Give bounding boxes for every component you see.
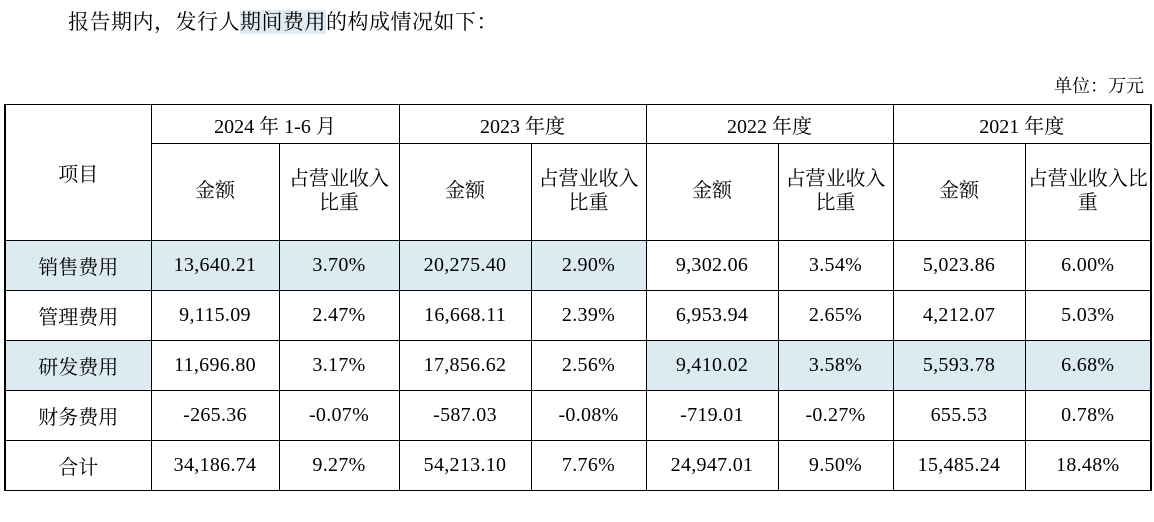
cell-admin-2022-ratio: 2.65% — [778, 291, 893, 341]
cell-sales-2023-ratio: 2.90% — [531, 241, 646, 291]
cell-rnd-2022-ratio: 3.58% — [778, 341, 893, 391]
cell-rnd-2023-amount: 17,856.62 — [399, 341, 531, 391]
intro-suffix: 的构成情况如下： — [326, 10, 498, 34]
cell-total-2024-ratio: 9.27% — [279, 441, 399, 491]
cell-admin-2023-ratio: 2.39% — [531, 291, 646, 341]
cell-admin-2024-amount: 9,115.09 — [151, 291, 279, 341]
cell-sales-2022-amount: 9,302.06 — [646, 241, 778, 291]
cell-finance-2024-ratio: -0.07% — [279, 391, 399, 441]
header-amount-2023: 金额 — [399, 144, 531, 241]
table-row — [5, 291, 1151, 341]
header-amount-2024: 金额 — [151, 144, 279, 241]
cell-admin-2022-amount: 6,953.94 — [646, 291, 778, 341]
intro-prefix: 报告期内，发行人 — [68, 10, 240, 34]
row-label-admin: 管理费用 — [5, 291, 151, 341]
cell-total-2024-amount: 34,186.74 — [151, 441, 279, 491]
table-row — [5, 241, 1151, 291]
cell-sales-2023-amount: 20,275.40 — [399, 241, 531, 291]
header-ratio-2023: 占营业收入比重 — [531, 144, 646, 241]
cell-total-2021-ratio: 18.48% — [1025, 441, 1151, 491]
cell-sales-2024-amount: 13,640.21 — [151, 241, 279, 291]
row-label-finance: 财务费用 — [5, 391, 151, 441]
header-item: 项目 — [5, 105, 151, 241]
table-row — [5, 341, 1151, 391]
intro-paragraph — [68, 6, 498, 36]
table-row — [5, 391, 1151, 441]
cell-finance-2024-amount: -265.36 — [151, 391, 279, 441]
cell-rnd-2023-ratio: 2.56% — [531, 341, 646, 391]
cell-rnd-2024-ratio: 3.17% — [279, 341, 399, 391]
cell-rnd-2022-amount: 9,410.02 — [646, 341, 778, 391]
cell-finance-2021-amount: 655.53 — [893, 391, 1025, 441]
cell-admin-2024-ratio: 2.47% — [279, 291, 399, 341]
unit-note: 单位：万元 — [1054, 76, 1144, 96]
cell-admin-2023-amount: 16,668.11 — [399, 291, 531, 341]
header-amount-2022: 金额 — [646, 144, 778, 241]
row-label-rnd: 研发费用 — [5, 341, 151, 391]
cell-sales-2021-ratio: 6.00% — [1025, 241, 1151, 291]
header-ratio-2024: 占营业收入比重 — [279, 144, 399, 241]
cell-rnd-2021-ratio: 6.68% — [1025, 341, 1151, 391]
cell-total-2022-ratio: 9.50% — [778, 441, 893, 491]
expense-table — [4, 104, 1152, 491]
header-period-2024: 2024 年 1-6 月 — [151, 105, 399, 144]
cell-total-2022-amount: 24,947.01 — [646, 441, 778, 491]
cell-sales-2021-amount: 5,023.86 — [893, 241, 1025, 291]
header-period-2023: 2023 年度 — [399, 105, 646, 144]
table-header-row-sub — [5, 144, 1151, 241]
cell-total-2023-amount: 54,213.10 — [399, 441, 531, 491]
cell-finance-2022-amount: -719.01 — [646, 391, 778, 441]
cell-sales-2024-ratio: 3.70% — [279, 241, 399, 291]
row-label-sales: 销售费用 — [5, 241, 151, 291]
cell-sales-2022-ratio: 3.54% — [778, 241, 893, 291]
cell-finance-2022-ratio: -0.27% — [778, 391, 893, 441]
row-label-total: 合计 — [5, 441, 151, 491]
cell-finance-2023-amount: -587.03 — [399, 391, 531, 441]
cell-admin-2021-ratio: 5.03% — [1025, 291, 1151, 341]
cell-admin-2021-amount: 4,212.07 — [893, 291, 1025, 341]
cell-total-2021-amount: 15,485.24 — [893, 441, 1025, 491]
cell-finance-2021-ratio: 0.78% — [1025, 391, 1151, 441]
header-ratio-2022: 占营业收入比重 — [778, 144, 893, 241]
header-period-2021: 2021 年度 — [893, 105, 1151, 144]
table-total-row — [5, 441, 1151, 491]
header-amount-2021: 金额 — [893, 144, 1025, 241]
header-period-2022: 2022 年度 — [646, 105, 893, 144]
cell-rnd-2024-amount: 11,696.80 — [151, 341, 279, 391]
table-header-row-year — [5, 105, 1151, 144]
cell-finance-2023-ratio: -0.08% — [531, 391, 646, 441]
intro-highlight: 期间费用 — [240, 10, 326, 34]
header-ratio-2021: 占营业收入比重 — [1025, 144, 1151, 241]
cell-rnd-2021-amount: 5,593.78 — [893, 341, 1025, 391]
cell-total-2023-ratio: 7.76% — [531, 441, 646, 491]
